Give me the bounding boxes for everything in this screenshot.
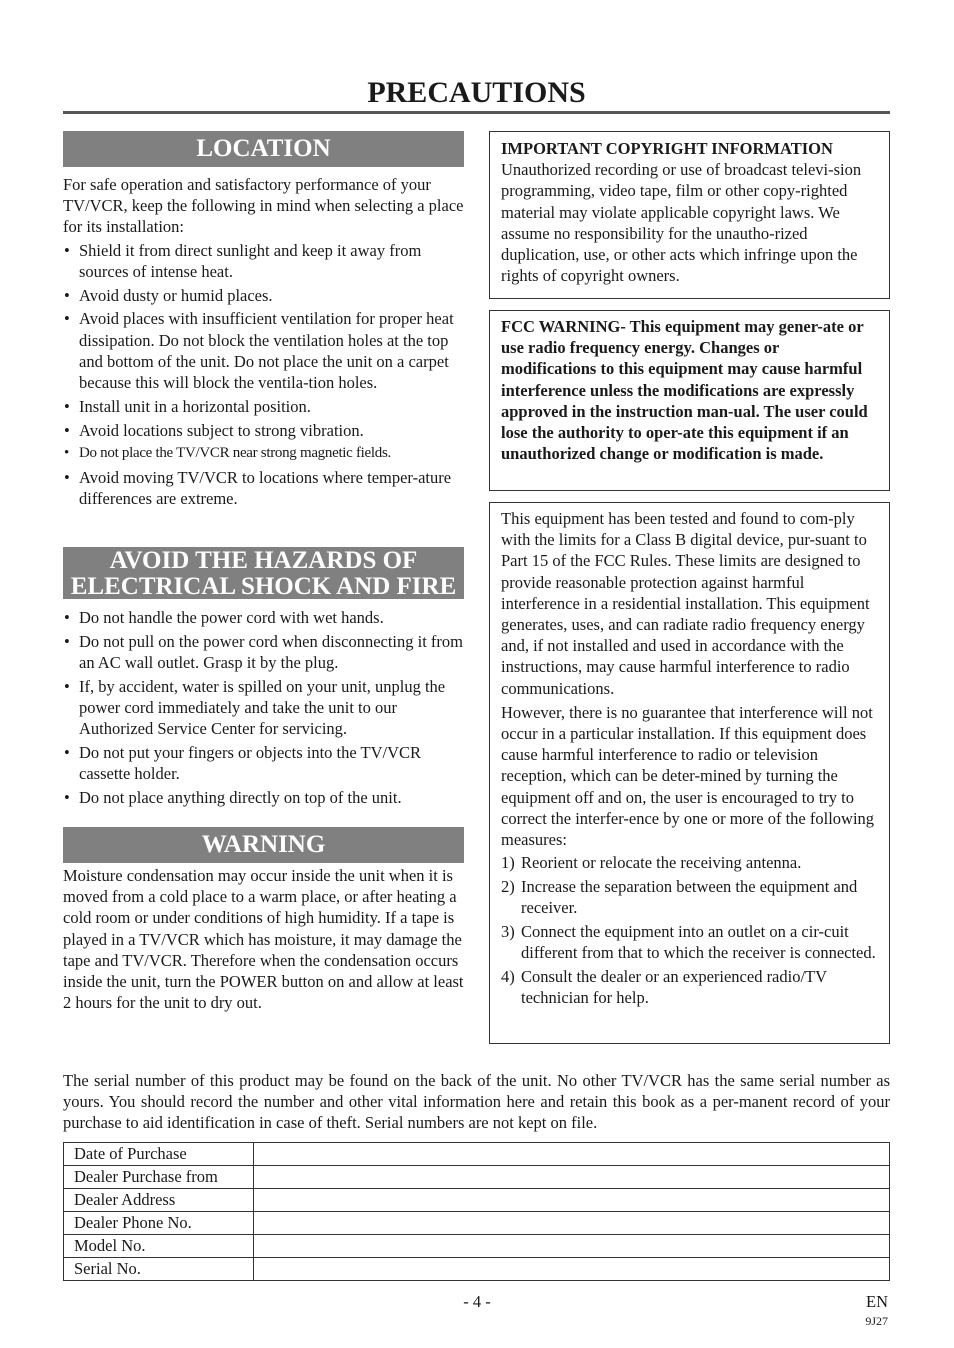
title-rule: [63, 111, 890, 114]
warning-heading: WARNING: [201, 831, 326, 858]
hazards-heading-line2: ELECTRICAL SHOCK AND FIRE: [70, 573, 457, 600]
measure-text: Increase the separation between the equipment and receiver.: [521, 877, 858, 918]
language-code: EN: [866, 1292, 888, 1311]
table-row: [64, 1189, 890, 1212]
location-item: • Install unit in a horizontal position.: [63, 396, 464, 417]
page-number: - 4 -: [463, 1292, 491, 1311]
measure-text: Connect the equipment into an outlet on a cir-cuit different from that to which the receiver is connected.: [521, 922, 876, 963]
location-heading-bar: [63, 131, 464, 167]
fcc-compliance-para1: This equipment has been tested and found to com-ply with the limits for a Class B digital device, pur-suant to Part 15 of the FCC Rules. These limits are designed to provide reasonable protection against harmful interference in a residential installation. This equipment generates, uses, and can radiate radio frequency energy and, if not installed and used in accordance with the instructions, may cause harmful interference to radio communications.: [501, 509, 870, 698]
record-value: [254, 1212, 890, 1235]
measure-number: 1): [501, 853, 515, 873]
copyright-text: Unauthorized recording or use of broadcast televi-sion programming, video tape, film or other copy-righted material may violate applicable copyright laws. We assume no responsibility for the unautho-rized duplication, use, or other acts which infringe upon the rights of copyright owners.: [501, 160, 862, 286]
location-item: • Avoid places with insufficient ventilation for proper heat dissipation. Do not block the ventilation holes at the top and bottom of the unit. Do not place the unit on a carpet because this will block the ventila-tion holes.: [63, 308, 464, 393]
document-code: 9J27: [865, 1314, 888, 1328]
location-item: • Avoid locations subject to strong vibration.: [63, 420, 464, 441]
location-section: [63, 174, 464, 512]
record-value: [254, 1258, 890, 1281]
warning-heading-bar: [63, 827, 464, 863]
record-value: [254, 1189, 890, 1212]
measure-item: [501, 966, 878, 1008]
hazards-item: • Do not place anything directly on top of the unit.: [63, 787, 464, 808]
location-item: • Avoid dusty or humid places.: [63, 285, 464, 306]
measure-text: Reorient or relocate the receiving antenna.: [521, 853, 802, 873]
hazards-heading-line1: AVOID THE HAZARDS OF: [109, 547, 418, 574]
location-item: • Do not place the TV/VCR near strong magnetic fields.: [63, 443, 464, 464]
table-row: [64, 1258, 890, 1281]
hazards-list: [63, 607, 464, 808]
record-label: Serial No.: [64, 1258, 254, 1281]
fcc-warning-text: FCC WARNING- This equipment may gener-ate or use radio frequency energy. Changes or modifications to this equipment may cause harmful interference unless the modifications are expressly approved in the instruction man-ual. The user could lose the authority to oper-ate this equipment if an unauthorized change or modification is made.: [501, 317, 868, 464]
hazards-heading-bar: [63, 547, 464, 599]
serial-intro: The serial number of this product may be found on the back of the unit. No other TV/VCR has the same serial number as yours. You should record the number and other vital information here and retain this book as a per-manent record of your purchase to aid identification in case of theft. Serial numbers are not kept on file.: [63, 1071, 890, 1133]
record-label: Dealer Purchase from: [64, 1166, 254, 1189]
measure-number: 2): [501, 877, 515, 897]
measure-text: Consult the dealer or an experienced radio/TV technician for help.: [521, 967, 827, 1008]
warning-section: [63, 865, 464, 1013]
hazards-item: • Do not handle the power cord with wet hands.: [63, 607, 464, 628]
fcc-measures-list: [501, 852, 878, 1008]
warning-text: Moisture condensation may occur inside the unit when it is moved from a cold place to a warm place, or after heating a cold room or under conditions of high humidity. If a tape is played in a TV/VCR which has moisture, it may damage the tape and TV/VCR. Therefore when the condensation occurs inside the unit, turn the POWER button on and allow at least 2 hours for the unit to dry out.: [63, 866, 464, 1013]
record-label: Date of Purchase: [64, 1143, 254, 1166]
table-row: [64, 1212, 890, 1235]
copyright-box: [489, 131, 890, 299]
record-value: [254, 1143, 890, 1166]
table-row: [64, 1166, 890, 1189]
record-value: [254, 1166, 890, 1189]
hazards-item: • If, by accident, water is spilled on your unit, unplug the power cord immediately and take the unit to our Authorized Service Center for servicing.: [63, 676, 464, 740]
measure-item: [501, 852, 878, 873]
hazards-section: [63, 607, 464, 811]
fcc-compliance-para2: However, there is no guarantee that interference will not occur in a particular installation. If this equipment does cause harmful interference to radio or television reception, which can be deter-mined by turning the equipment off and on, the user is encouraged to try to correct the interfer-ence by one or more of the following measures:: [501, 702, 875, 850]
purchase-record-table: [63, 1142, 890, 1281]
page-title: PRECAUTIONS: [367, 76, 586, 109]
table-row: [64, 1235, 890, 1258]
fcc-compliance-box: [489, 502, 890, 1044]
measure-number: 3): [501, 922, 515, 942]
measure-number: 4): [501, 967, 515, 987]
record-label: Dealer Phone No.: [64, 1212, 254, 1235]
measure-item: [501, 921, 878, 963]
location-heading: LOCATION: [196, 135, 331, 162]
record-label: Dealer Address: [64, 1189, 254, 1212]
record-label: Model No.: [64, 1235, 254, 1258]
table-row: [64, 1143, 890, 1166]
hazards-item: • Do not put your fingers or objects into the TV/VCR cassette holder.: [63, 742, 464, 784]
location-intro: For safe operation and satisfactory performance of your TV/VCR, keep the following in mind when selecting a place for its installation:: [63, 175, 464, 237]
fcc-warning-box: [489, 310, 890, 491]
measure-item: [501, 876, 878, 918]
copyright-heading: IMPORTANT COPYRIGHT INFORMATION: [501, 139, 833, 158]
location-item: • Shield it from direct sunlight and keep it away from sources of intense heat.: [63, 240, 464, 282]
record-value: [254, 1235, 890, 1258]
location-item: • Avoid moving TV/VCR to locations where temper-ature differences are extreme.: [63, 467, 464, 509]
location-list: [63, 240, 464, 510]
hazards-item: • Do not pull on the power cord when disconnecting it from an AC wall outlet. Grasp it by the plug.: [63, 631, 464, 673]
